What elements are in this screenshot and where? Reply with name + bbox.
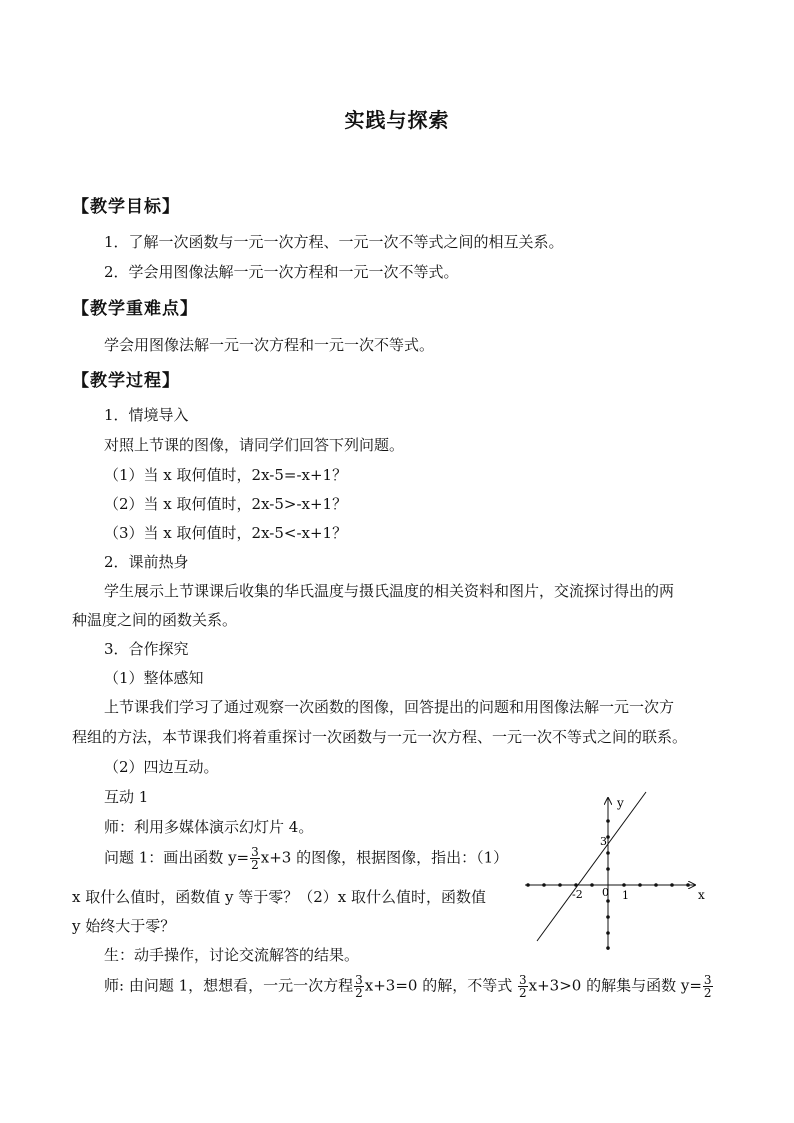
fraction-3-2: $\frac{3}{2}$ (519, 973, 527, 1000)
origin-label: 0 (602, 886, 609, 899)
goal-item-1: 1．了解一次函数与一元一次方程、一元一次不等式之间的相互关系。 (104, 233, 564, 251)
function-line (537, 792, 646, 941)
problem-1-line-1 (104, 846, 508, 871)
y-axis-label: y (617, 796, 624, 810)
key-points-heading: 【教学重难点】 (72, 299, 198, 319)
x-axis-label: x (698, 888, 705, 902)
tick-label-1: 1 (622, 889, 629, 902)
fraction-3-2: $\frac{3}{2}$ (703, 973, 712, 1000)
section-3-sub-1: （1）整体感知 (104, 669, 204, 687)
interaction-1-label: 互动 1 (104, 788, 149, 806)
page-title: 实践与探索 (344, 108, 450, 132)
teacher-line-1: 师：利用多媒体演示幻灯片 4。 (104, 818, 314, 836)
tick-label-neg2: -2 (572, 888, 583, 901)
student-line: 生：动手操作，讨论交流解答的结果。 (104, 946, 360, 964)
section-3-title: 3．合作探究 (104, 640, 189, 658)
problem-1-line-3: y 始终大于零？ (72, 917, 176, 935)
question-2: （2）当 x 取何值时，2x-5>-x+1？ (104, 495, 348, 513)
teacher-line-2-c: x+3>0 的解集与函数 y= (528, 976, 702, 995)
section-2-line-2: 种温度之间的函数关系。 (72, 611, 238, 629)
goal-item-2: 2．学会用图像法解一元一次方程和一元一次不等式。 (104, 263, 459, 281)
section-1-intro: 对照上节课的图像，请同学们回答下列问题。 (104, 436, 405, 454)
goals-heading: 【教学目标】 (72, 197, 180, 217)
problem-1-text-a: 问题 1：画出函数 y= (104, 848, 250, 867)
fraction-3-2: $\frac{3}{2}$ (355, 973, 363, 1000)
section-2-title: 2．课前热身 (104, 553, 189, 571)
problem-1-line-2: x 取什么值时，函数值 y 等于零？（2）x 取什么值时，函数值 (72, 888, 487, 906)
teacher-line-2 (104, 974, 714, 999)
question-3: （3）当 x 取何值时，2x-5<-x+1？ (104, 524, 348, 542)
teacher-line-2-a: 师: 由问题 1，想想看，一元一次方程 (104, 976, 354, 995)
key-points-text: 学会用图像法解一元一次方程和一元一次不等式。 (104, 336, 435, 354)
process-heading: 【教学过程】 (72, 371, 180, 391)
problem-1-text-b: x+3 的图像，根据图像，指出：（1） (260, 848, 509, 867)
section-1-title: 1．情境导入 (104, 406, 189, 424)
section-3-line-1: 上节课我们学习了通过观察一次函数的图像，回答提出的问题和用图像法解一元一次方 (104, 698, 675, 716)
question-1: （1）当 x 取何值时，2x-5=-x+1？ (104, 466, 348, 484)
fraction-3-2: $\frac{3}{2}$ (251, 845, 259, 872)
line-graph-figure (515, 788, 725, 958)
section-2-line-1: 学生展示上节课课后收集的华氏温度与摄氏温度的相关资料和图片，交流探讨得出的两 (104, 582, 675, 600)
section-3-line-2: 程组的方法，本节课我们将着重探讨一次函数与一元一次方程、一元一次不等式之间的联系。 (72, 728, 688, 746)
teacher-line-2-b: x+3=0 的解，不等式 (364, 976, 513, 995)
tick-label-3: 3 (600, 835, 607, 848)
section-3-sub-2: （2）四边互动。 (104, 758, 219, 776)
